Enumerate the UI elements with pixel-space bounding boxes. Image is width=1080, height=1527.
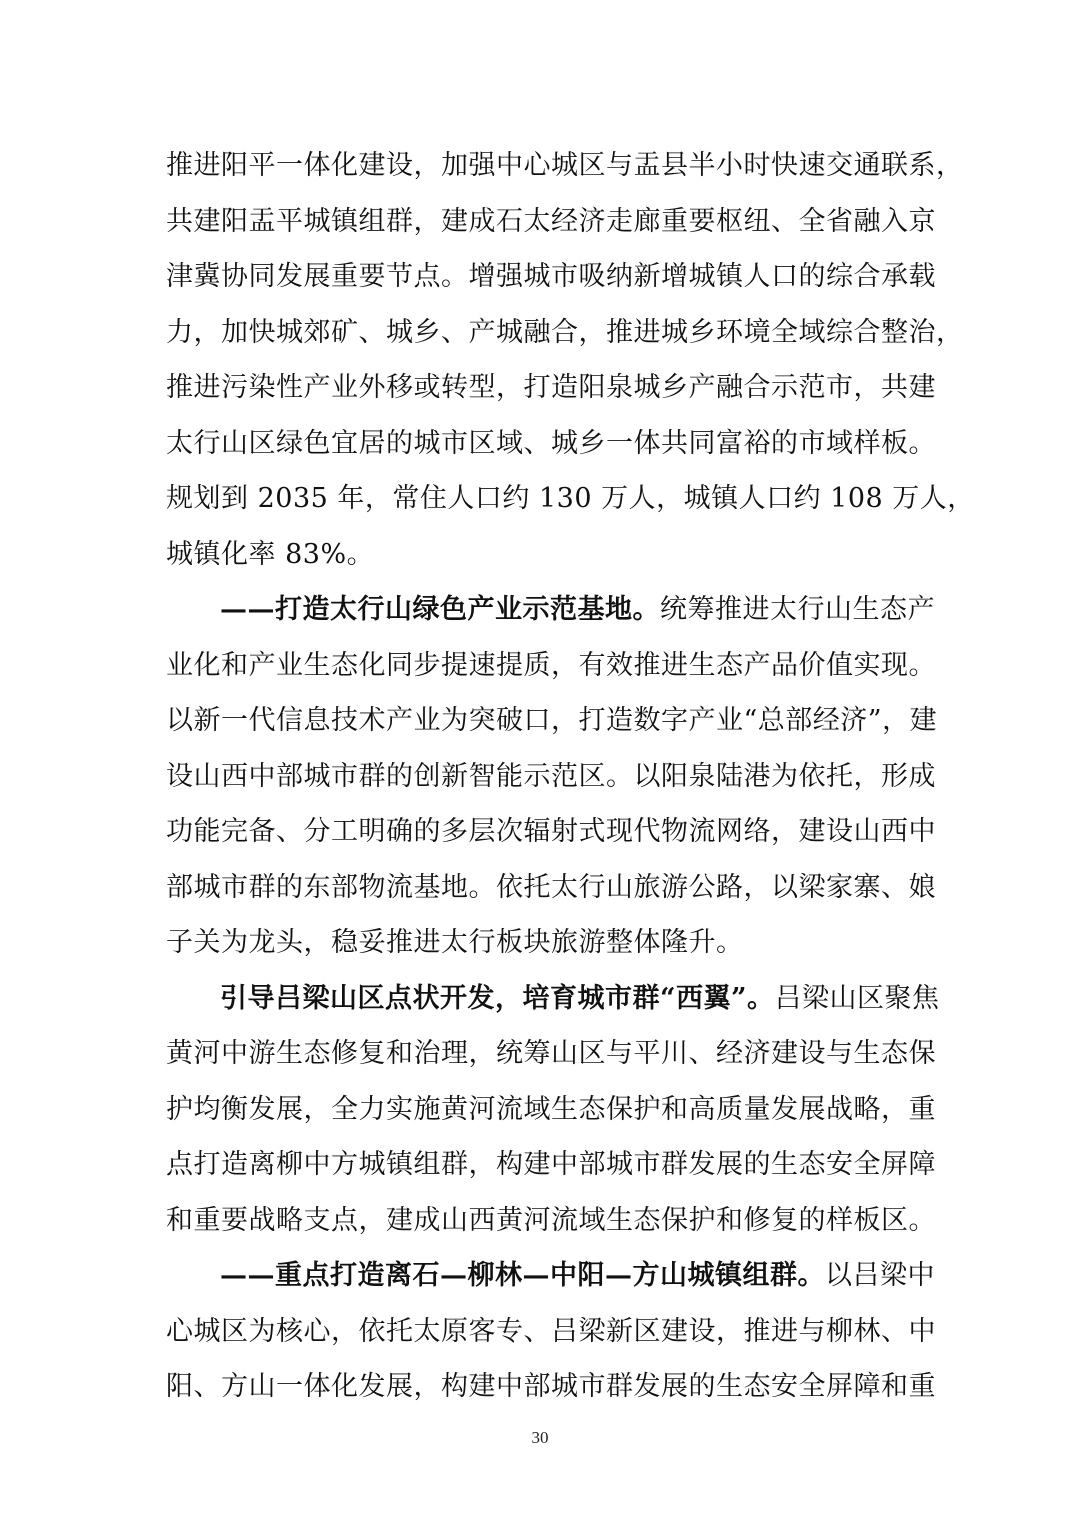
- text-line-heading: [166, 971, 940, 1027]
- text-line: 共建阳盂平城镇组群，建成石太经济走廊重要枢纽、全省融入京: [166, 205, 936, 237]
- text-line: 和重要战略支点，建成山西黄河流域生态保护和修复的样板区。: [166, 1204, 936, 1236]
- text-line: 黄河中游生态修复和治理，统筹山区与平川、经济建设与生态保: [166, 1038, 936, 1069]
- inline-text: 以吕梁中: [825, 1260, 935, 1291]
- text-line-heading: [166, 582, 935, 638]
- text-line: 规划到 2035 年，常住人口约 130 万人，城镇人口约 108 万人，: [166, 483, 975, 514]
- text-line: 城镇化率 83%。: [166, 538, 375, 570]
- text-line: 设山西中部城市群的创新智能示范区。以阳泉陆港为依托，形成: [166, 760, 936, 792]
- inline-heading: ——打造太行山绿色产业示范基地。: [220, 594, 660, 625]
- inline-text: 吕梁山区聚焦: [774, 982, 940, 1014]
- text-line: 点打造离柳中方城镇组群，构建中部城市群发展的生态安全屏障: [166, 1149, 936, 1180]
- body-text: [166, 138, 975, 1415]
- inline-heading: ——重点打造离石—柳林—中阳—方山城镇组群。: [220, 1260, 825, 1291]
- text-line: 子关为龙头，稳妥推进太行板块旅游整体隆升。: [166, 927, 744, 958]
- page-number: 30: [531, 1428, 549, 1447]
- text-line: 阳、方山一体化发展，构建中部城市群发展的生态安全屏障和重: [166, 1371, 936, 1402]
- inline-heading: 引导吕梁山区点状开发，培育城市群“西翼”。: [220, 982, 775, 1014]
- text-line: 推进阳平一体化建设，加强中心城区与盂县半小时快速交通联系，: [166, 150, 964, 181]
- text-line: 心城区为核心，依托太原客专、吕梁新区建设，推进与柳林、中: [166, 1315, 936, 1347]
- text-line: 推进污染性产业外移或转型，打造阳泉城乡产融合示范市，共建: [166, 372, 936, 403]
- text-line: 以新一代信息技术产业为突破口，打造数字产业“总部经济”，建: [166, 705, 938, 736]
- text-line: 业化和产业生态化同步提速提质，有效推进生态产品价值实现。: [166, 649, 936, 681]
- text-line: 功能完备、分工明确的多层次辐射式现代物流网络，建设山西中: [166, 816, 936, 847]
- text-line: 部城市群的东部物流基地。依托太行山旅游公路，以梁家寨、娘: [166, 871, 936, 903]
- text-line: 力，加快城郊矿、城乡、产城融合，推进城乡环境全域综合整治，: [166, 316, 964, 348]
- text-line: 护均衡发展，全力实施黄河流域生态保护和高质量发展战略，重: [166, 1093, 936, 1125]
- inline-text: 统筹推进太行山生态产: [660, 594, 935, 625]
- text-line: 津冀协同发展重要节点。增强城市吸纳新增城镇人口的综合承载: [166, 261, 936, 292]
- text-line-heading: [166, 1248, 935, 1304]
- text-line: 太行山区绿色宜居的城市区域、城乡一体共同富裕的市域样板。: [166, 427, 936, 459]
